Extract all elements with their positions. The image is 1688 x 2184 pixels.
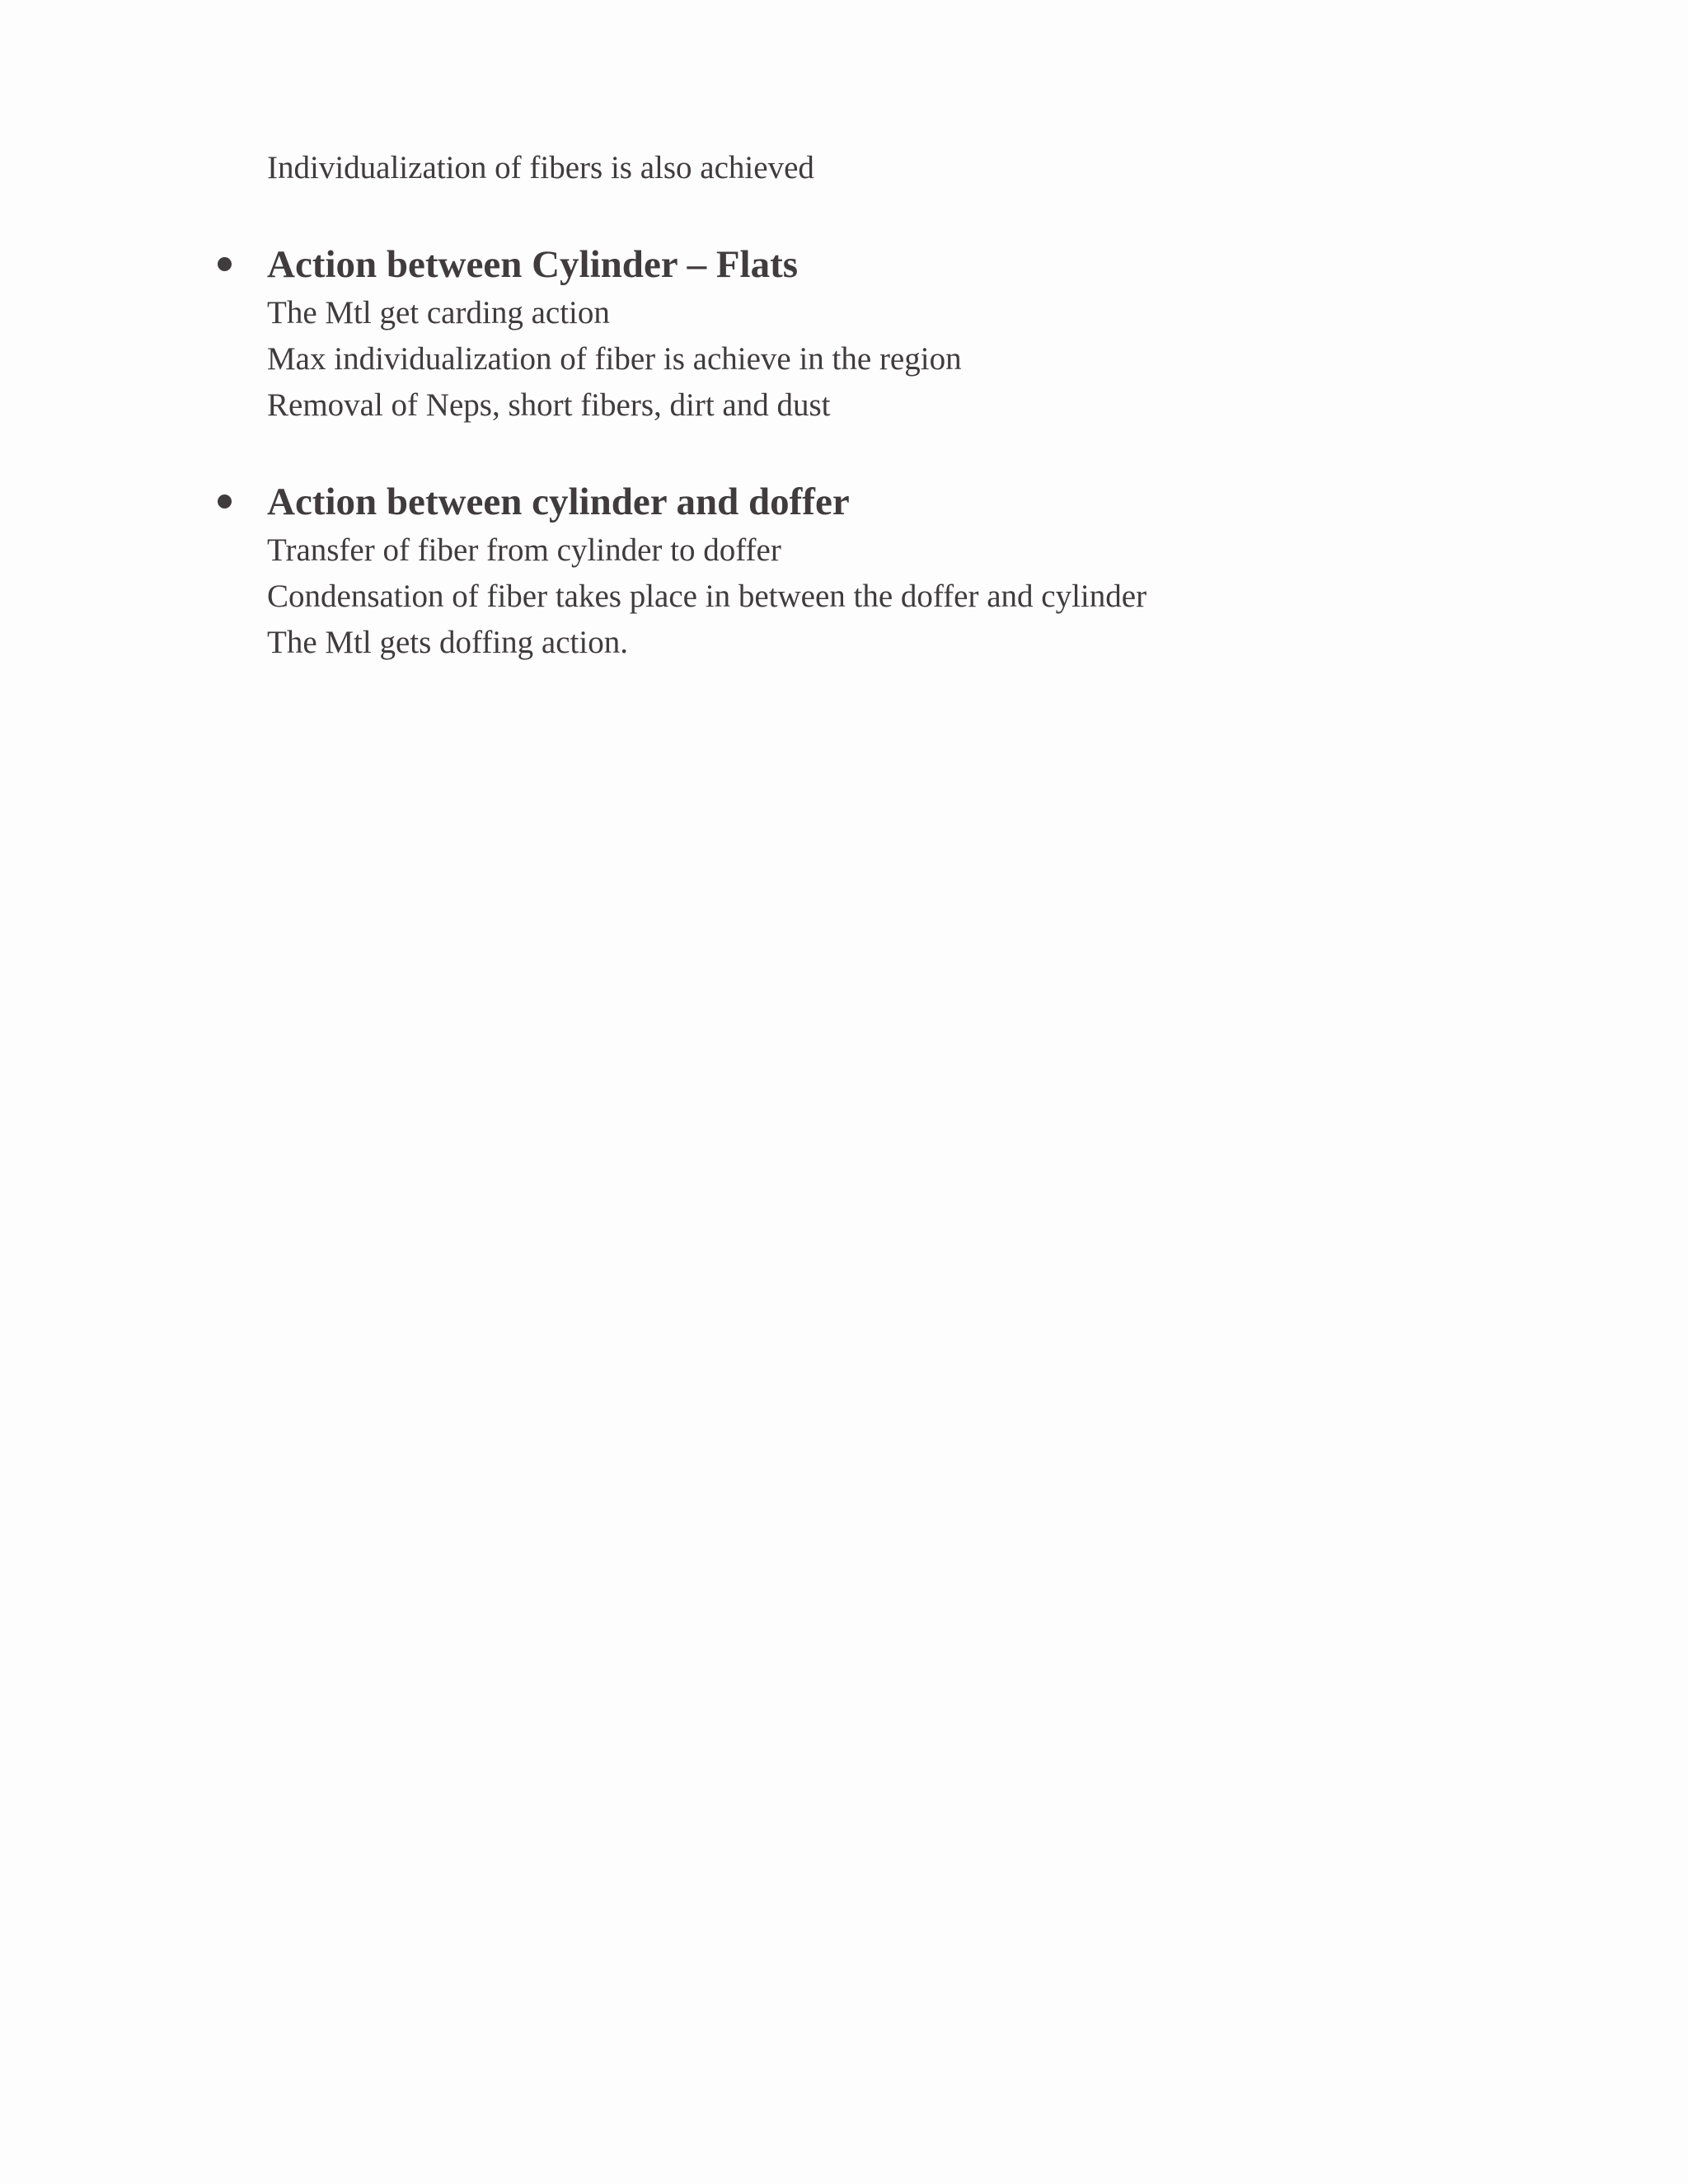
section-line: Condensation of fiber takes place in between the doffer and cylinder bbox=[267, 579, 1147, 614]
section-line: The Mtl get carding action bbox=[267, 295, 610, 330]
section-line: Removal of Neps, short fibers, dirt and dust bbox=[267, 387, 831, 423]
section-line: The Mtl gets doffing action. bbox=[267, 625, 628, 660]
bullet-icon bbox=[218, 257, 232, 271]
section-heading: Action between Cylinder – Flats bbox=[267, 243, 799, 286]
section-line: Max individualization of fiber is achieve in the region bbox=[267, 341, 962, 377]
section-cylinder-flats bbox=[216, 239, 1535, 429]
intro-text: Individualization of fibers is also achieved bbox=[267, 150, 814, 185]
section-heading: Action between cylinder and doffer bbox=[267, 480, 850, 523]
section-cylinder-doffer bbox=[216, 476, 1535, 666]
section-line: Transfer of fiber from cylinder to doffer bbox=[267, 532, 781, 568]
bullet-icon bbox=[218, 494, 232, 509]
document-body bbox=[216, 145, 1535, 666]
